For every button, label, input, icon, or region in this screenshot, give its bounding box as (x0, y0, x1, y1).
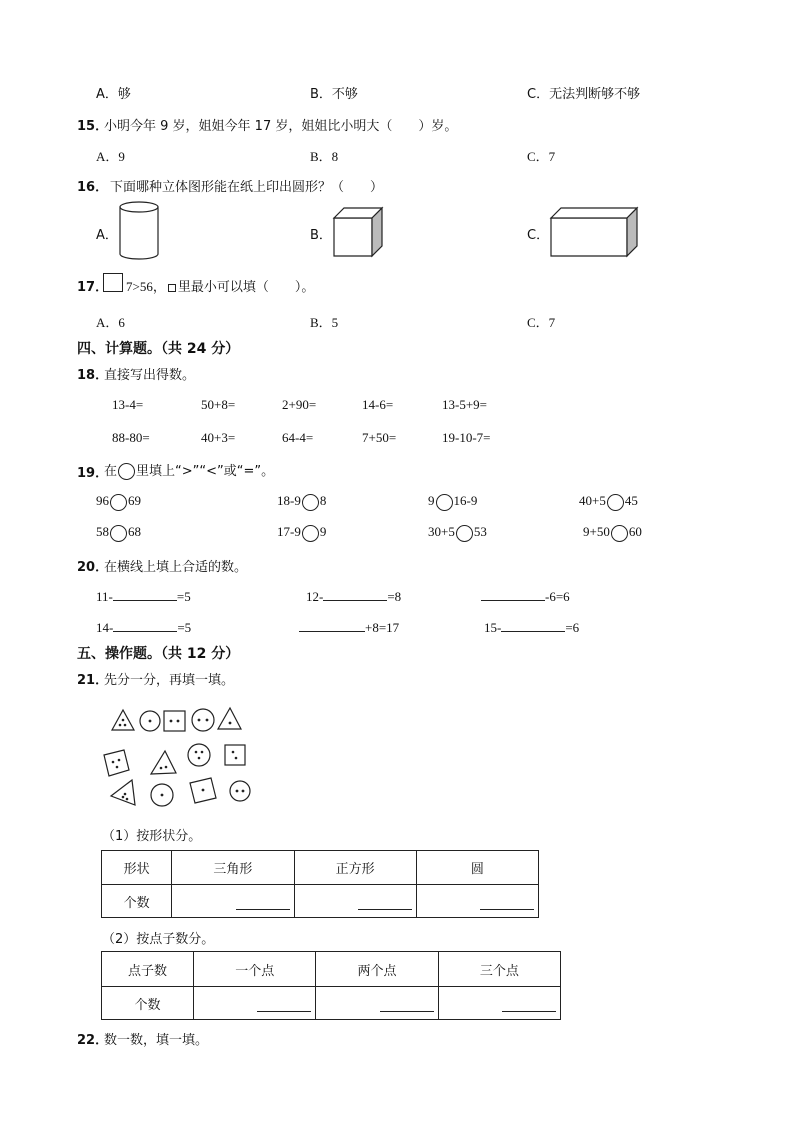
answer-cell[interactable] (172, 885, 294, 918)
table-row-label: 个数 (102, 987, 194, 1020)
square-3-dots (104, 750, 129, 776)
q19-item: 40+5 45 (579, 493, 638, 511)
compare-circle[interactable] (302, 525, 319, 542)
answer-blank[interactable] (113, 619, 177, 632)
q19-item: 30+5 53 (428, 524, 487, 542)
cube-figure (332, 206, 384, 260)
q16-option-c: C． (527, 228, 550, 243)
section-4-title: 四、计算题。（共 24 分） (77, 341, 240, 357)
q18-expr: 40+3= (201, 430, 236, 445)
answer-blank[interactable] (113, 588, 177, 601)
compare-circle[interactable] (607, 494, 624, 511)
shapes-with-dots-figure (98, 700, 260, 812)
answer-cell[interactable] (194, 987, 316, 1020)
answer-cell[interactable] (438, 987, 560, 1020)
q19-item: 17-9 9 (277, 524, 326, 542)
answer-cell[interactable] (294, 885, 416, 918)
q16-option-a: A． (96, 228, 118, 243)
q17-option-c: C．7 (527, 315, 556, 330)
q16-number: 16． (77, 180, 109, 195)
table-header: 点子数 (102, 952, 194, 987)
triangle-2-dots (151, 751, 176, 774)
q15-number: 15． (77, 119, 109, 134)
q20-item: 15- =6 (484, 620, 580, 635)
compare-circle[interactable] (436, 494, 453, 511)
table-header: 一个点 (194, 952, 316, 987)
q18-number: 18． (77, 368, 109, 383)
table-header: 形状 (102, 851, 172, 885)
table-header: 正方形 (294, 851, 416, 885)
dot-count-table (101, 951, 561, 1020)
compare-circle[interactable] (110, 494, 127, 511)
q19-text-after: 里填上“>”“<”或“=”。 (136, 464, 275, 479)
answer-blank[interactable] (501, 619, 565, 632)
circle-2-dots (230, 781, 250, 801)
cuboid-figure (549, 206, 641, 260)
q14-option-a: A．够 (96, 87, 131, 102)
q18-expr: 19-10-7= (442, 430, 491, 445)
q18-expr: 7+50= (362, 430, 397, 445)
answer-blank[interactable] (299, 619, 365, 632)
q17-expression: 7>56， (126, 279, 166, 294)
circle-2-dots (192, 709, 214, 731)
q22-number: 22． (77, 1033, 109, 1048)
answer-cell[interactable] (416, 885, 538, 918)
q14-option-b: B．不够 (310, 87, 358, 102)
circle-3-dots (188, 744, 210, 766)
compare-circle[interactable] (456, 525, 473, 542)
triangle-1-dot (218, 708, 241, 729)
q15-option-a: A．9 (96, 149, 125, 164)
q20-item: 14- =5 (96, 620, 192, 635)
shape-count-table (101, 850, 539, 918)
q20-item: 11- =5 (96, 589, 191, 604)
q19-item: 9 16-9 (428, 493, 477, 511)
q16-text: 下面哪种立体图形能在纸上印出圆形？（ ） (110, 180, 384, 195)
q15-option-b: B．8 (310, 149, 339, 164)
q18-expr: 13-5+9= (442, 397, 487, 412)
table-header: 三个点 (438, 952, 560, 987)
circle-icon (118, 463, 135, 480)
q17-text: 里最小可以填（ ）。 (177, 280, 315, 295)
q19-item: 18-9 8 (277, 493, 326, 511)
q18-expr: 88-80= (112, 430, 150, 445)
small-square-icon (168, 284, 176, 292)
q20-item: +8=17 (299, 619, 399, 636)
q21-number: 21． (77, 673, 109, 688)
q15-text: 小明今年 9 岁，姐姐今年 17 岁，姐姐比小明大（ ）岁。 (104, 119, 458, 134)
table-header: 圆 (416, 851, 538, 885)
q21-part2-label: （2）按点子数分。 (102, 932, 215, 947)
q15-option-c: C．7 (527, 149, 556, 164)
q19-item: 9+50 60 (583, 524, 642, 542)
q19-item: 96 69 (96, 493, 141, 511)
q20-text: 在横线上填上合适的数。 (104, 560, 248, 575)
q18-expr: 13-4= (112, 397, 144, 412)
cylinder-figure (116, 200, 162, 262)
q17-expr-line (126, 276, 314, 295)
q19-number: 19． (77, 466, 109, 481)
table-header: 两个点 (316, 952, 438, 987)
answer-cell[interactable] (316, 987, 438, 1020)
q18-expr: 2+90= (282, 397, 317, 412)
answer-blank[interactable] (481, 588, 545, 601)
compare-circle[interactable] (110, 525, 127, 542)
compare-circle[interactable] (611, 525, 628, 542)
compare-circle[interactable] (302, 494, 319, 511)
q18-expr: 14-6= (362, 397, 394, 412)
q18-expr: 50+8= (201, 397, 236, 412)
q20-item: 12- =8 (306, 589, 402, 604)
q22-text: 数一数，填一填。 (104, 1033, 209, 1048)
triangle-3-dots (111, 780, 135, 805)
q20-number: 20． (77, 560, 109, 575)
q17-number: 17． (77, 280, 109, 295)
q16-option-b: B． (310, 228, 332, 243)
table-header: 三角形 (172, 851, 294, 885)
q17-answer-box (103, 273, 123, 292)
section-5-title: 五、操作题。（共 12 分） (77, 646, 240, 662)
q21-part1-label: （1）按形状分。 (102, 829, 202, 844)
q19-item: 58 68 (96, 524, 141, 542)
q18-text: 直接写出得数。 (104, 368, 196, 383)
square-2-dots (225, 745, 245, 765)
answer-blank[interactable] (323, 588, 387, 601)
square-2-dots (164, 711, 185, 731)
q19-text-before: 在 (104, 464, 118, 479)
q17-option-a: A．6 (96, 315, 125, 330)
q17-option-b: B．5 (310, 315, 339, 330)
table-row-label: 个数 (102, 885, 172, 918)
q20-item: -6=6 (481, 588, 570, 605)
q19-instruction (104, 460, 274, 480)
q18-expr: 64-4= (282, 430, 314, 445)
q21-text: 先分一分，再填一填。 (104, 673, 235, 688)
q14-option-c: C．无法判断够不够 (527, 87, 641, 102)
